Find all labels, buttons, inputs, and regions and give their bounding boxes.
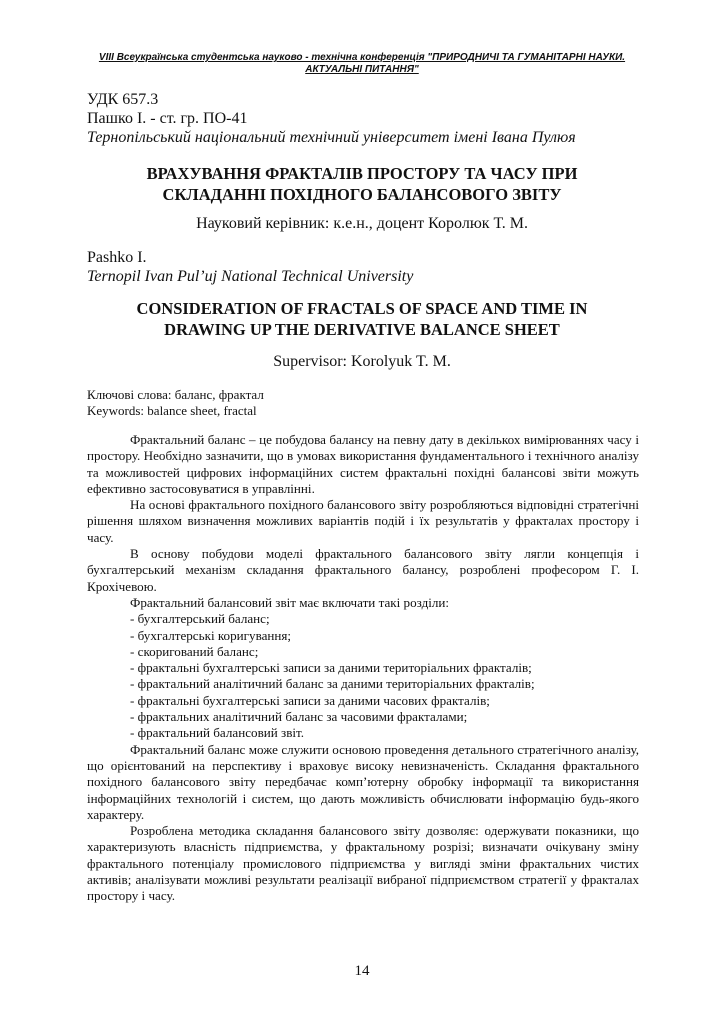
en-meta [87, 248, 413, 286]
conference-header-line1: VIII Всеукраїнська студентська науково - технічна конференція "ПРИРОДНИЧІ ТА ГУМАНІТАРНІ НАУКИ. [98, 52, 626, 63]
conference-header-line2: АКТУАЛЬНІ ПИТАННЯ" [305, 64, 419, 75]
list-item: - фрактальний аналітичний баланс за даними територіальних фракталів; [130, 676, 535, 692]
conference-header [80, 52, 644, 76]
list-item: - фрактальних аналітичний баланс за часовими фракталами; [130, 709, 468, 725]
list-item: - бухгалтерський баланс; [130, 611, 270, 627]
ua-meta [87, 90, 576, 147]
paragraph-2: На основі фрактального похідного балансового звіту розробляються відповідні стратегічні рішення шляхом визначення можливих варіантів подій і їх результатів у фракталах простору і часу. [87, 497, 639, 545]
paragraph-4: Фрактальний балансовий звіт має включати такі розділи: [130, 594, 450, 610]
list-item: - фрактальні бухгалтерські записи за даними територіальних фракталів; [130, 660, 532, 676]
list-item: - фрактальний балансовий звіт. [130, 725, 305, 741]
paragraph-1: Фрактальний баланс – це побудова балансу на певну дату в декількох вимірюваннях часу і простору. Необхідно зазначити, що в умовах використання фундаментального і технічного аналізу та можливостей цифрових інформаційних систем фрактальні похідні балансові звіти можуть ефективно застосовуватися в управлінні. [87, 432, 639, 496]
ua-title-line1: ВРАХУВАННЯ ФРАКТАЛІВ ПРОСТОРУ ТА ЧАСУ ПРИ [146, 164, 578, 183]
paragraph-6: Розроблена методика складання балансового звіту дозволяє: одержувати показники, що характеризують власність підприємства, у фрактальному розрізі; визначати очікувану зміну фрактального потенціалу промислового підприємства у вигляді зміни фрактальних чистих активів; аналізувати можливі результати реалізації вибраної підприємством стратегії у фракталах простору і часу. [87, 823, 639, 904]
keywords-en: Keywords: balance sheet, fractal [87, 403, 257, 418]
ua-university: Тернопільський національний технічний університет імені Івана Пулюя [87, 129, 576, 146]
en-title-line2: DRAWING UP THE DERIVATIVE BALANCE SHEET [164, 320, 560, 339]
ua-title [80, 163, 644, 205]
list-item: - скоригований баланс; [130, 643, 259, 659]
keywords-ua: Ключові слова: баланс, фрактал [87, 387, 264, 402]
keywords-block [87, 387, 264, 419]
en-title-line1: CONSIDERATION OF FRACTALS OF SPACE AND TIME IN [136, 299, 588, 318]
en-university: Ternopil Ivan Pul’uj National Technical University [87, 268, 414, 285]
udk-code: УДК 657.3 [87, 91, 159, 108]
en-author: Pashko I. [87, 249, 147, 266]
page-number: 14 [354, 963, 370, 979]
ua-author: Пашко І. - ст. гр. ПО-41 [87, 110, 248, 127]
list-item: - бухгалтерські коригування; [130, 627, 292, 643]
ua-supervisor: Науковий керівник: к.е.н., доцент Королюк Т. М. [196, 215, 528, 232]
paragraph-3: В основу побудови моделі фрактального балансового звіту лягли концепція і бухгалтерський механізм складання фрактального балансу, розроблені професором Г. І. Крохічевою. [87, 546, 639, 594]
en-supervisor: Supervisor: Korolyuk T. M. [273, 353, 451, 370]
list-item: - фрактальні бухгалтерські записи за даними часових фракталів; [130, 692, 490, 708]
article-body [87, 432, 639, 905]
en-title [80, 298, 644, 340]
ua-title-line2: СКЛАДАННІ ПОХІДНОГО БАЛАНСОВОГО ЗВІТУ [162, 185, 562, 204]
paragraph-5: Фрактальний баланс може служити основою проведення детального стратегічного аналізу, що орієнтований на перспективу і враховує високу невизначеність. Складання фрактального похідного балансового звіту передбачає комп’ютерну обробку інформації та використання інформаційних технологій і систем, що дають можливість обчислювати інформацію будь-якого характеру. [87, 741, 639, 822]
